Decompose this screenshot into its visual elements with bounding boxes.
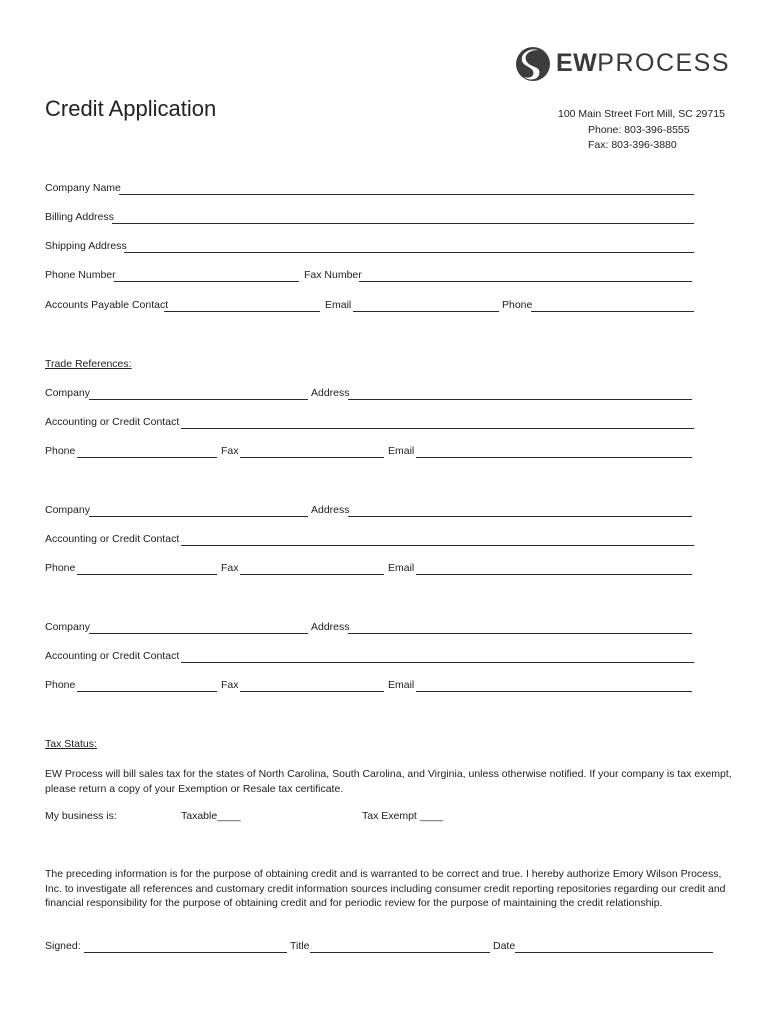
ap-phone-label: Phone <box>502 299 533 311</box>
company-logo <box>514 44 731 84</box>
company-name-field[interactable] <box>119 194 694 195</box>
ref3-fax-label: Fax <box>221 679 239 691</box>
ref3-phone-label: Phone <box>45 679 76 691</box>
shipping-address-label: Shipping Address <box>45 240 127 252</box>
ap-email-field[interactable] <box>353 311 499 312</box>
ref1-address-label: Address <box>311 387 350 399</box>
ref1-email-field[interactable] <box>416 457 692 458</box>
fax-number-label: Fax Number <box>304 269 362 281</box>
ref1-email-label: Email <box>388 445 415 457</box>
ref2-fax-field[interactable] <box>240 574 384 575</box>
ref3-contact-row <box>45 650 695 666</box>
signature-row <box>45 940 715 956</box>
ref1-contact-row <box>45 416 695 432</box>
ref2-contact-label: Accounting or Credit Contact <box>45 533 180 545</box>
ref1-contact-field[interactable] <box>181 428 694 429</box>
title-field[interactable] <box>310 952 490 953</box>
ref3-company-field[interactable] <box>89 633 308 634</box>
phone-number-label: Phone Number <box>45 269 116 281</box>
ref2-phone-field[interactable] <box>77 574 217 575</box>
logo-wordmark: EWPROCESS <box>556 49 731 77</box>
ref2-contact-field[interactable] <box>181 545 694 546</box>
ref2-phone-label: Phone <box>45 562 76 574</box>
date-label: Date <box>493 940 516 952</box>
company-name-label: Company Name <box>45 182 121 194</box>
ref3-contact-field[interactable] <box>181 662 694 663</box>
ref2-phone-row <box>45 562 695 578</box>
ap-contact-field[interactable] <box>164 311 320 312</box>
ref2-email-field[interactable] <box>416 574 692 575</box>
ew-process-swirl-logo-icon <box>514 44 552 84</box>
shipping-address-field[interactable] <box>124 252 694 253</box>
ap-contact-row <box>45 299 695 315</box>
company-phone: Phone: 803-396-8555 <box>588 124 690 136</box>
ref1-address-field[interactable] <box>348 399 692 400</box>
ref3-address-field[interactable] <box>348 633 692 634</box>
tax-exempt-option[interactable]: Tax Exempt ____ <box>362 810 444 822</box>
taxable-option[interactable]: Taxable____ <box>181 810 241 822</box>
ref3-company-label: Company <box>45 621 90 633</box>
ref2-company-label: Company <box>45 504 90 516</box>
ref1-phone-label: Phone <box>45 445 76 457</box>
billing-address-label: Billing Address <box>45 211 114 223</box>
ref3-email-label: Email <box>388 679 415 691</box>
ref1-phone-row <box>45 445 695 461</box>
ref3-fax-field[interactable] <box>240 691 384 692</box>
ap-phone-field[interactable] <box>531 311 694 312</box>
ref2-company-field[interactable] <box>89 516 308 517</box>
tax-status-text: EW Process will bill sales tax for the states of North Carolina, South Carolina, and Virginia, unless otherwise notified. If your company is tax exempt, please return a copy of your Exemption or Resale tax certificate. <box>45 768 732 795</box>
ref3-phone-field[interactable] <box>77 691 217 692</box>
ref1-company-field[interactable] <box>89 399 308 400</box>
ap-email-label: Email <box>325 299 352 311</box>
ap-contact-label: Accounts Payable Contact <box>45 299 169 311</box>
company-name-row <box>45 182 695 198</box>
ref3-contact-label: Accounting or Credit Contact <box>45 650 180 662</box>
ref2-address-label: Address <box>311 504 350 516</box>
ref1-fax-field[interactable] <box>240 457 384 458</box>
ref2-email-label: Email <box>388 562 415 574</box>
ref3-address-label: Address <box>311 621 350 633</box>
signed-label: Signed: <box>45 940 81 952</box>
ref2-company-row <box>45 504 695 520</box>
contact-block <box>558 108 728 158</box>
authorization-text: The preceding information is for the purpose of obtaining credit and is warranted to be correct and true. I hereby authorize Emory Wilson Process, Inc. to investigate all references and customary credit information sources including consumer credit reporting repositories regarding our credit and financial responsibility for the purpose of obtaining credit and for periodic review for the purpose of maintaining the credit relationship. <box>45 868 726 909</box>
company-fax: Fax: 803-396-3880 <box>588 139 677 151</box>
ref3-phone-row <box>45 679 695 695</box>
phone-number-field[interactable] <box>114 281 299 282</box>
ref1-fax-label: Fax <box>221 445 239 457</box>
signature-field[interactable] <box>84 952 287 953</box>
ref1-contact-label: Accounting or Credit Contact <box>45 416 180 428</box>
trade-references-heading: Trade References: <box>45 358 132 370</box>
billing-address-row <box>45 211 695 227</box>
ref3-email-field[interactable] <box>416 691 692 692</box>
ref3-company-row <box>45 621 695 637</box>
my-business-label: My business is: <box>45 810 117 822</box>
ref2-fax-label: Fax <box>221 562 239 574</box>
tax-status-heading: Tax Status: <box>45 738 97 750</box>
ref1-phone-field[interactable] <box>77 457 217 458</box>
shipping-address-row <box>45 240 695 256</box>
title-label: Title <box>290 940 310 952</box>
date-field[interactable] <box>515 952 713 953</box>
ref1-company-label: Company <box>45 387 90 399</box>
phone-fax-row <box>45 269 695 285</box>
company-address: 100 Main Street Fort Mill, SC 29715 <box>558 108 725 120</box>
ref1-company-row <box>45 387 695 403</box>
fax-number-field[interactable] <box>359 281 692 282</box>
page-title: Credit Application <box>45 96 217 121</box>
business-status-row <box>45 810 695 826</box>
ref2-contact-row <box>45 533 695 549</box>
billing-address-field[interactable] <box>112 223 694 224</box>
ref2-address-field[interactable] <box>348 516 692 517</box>
